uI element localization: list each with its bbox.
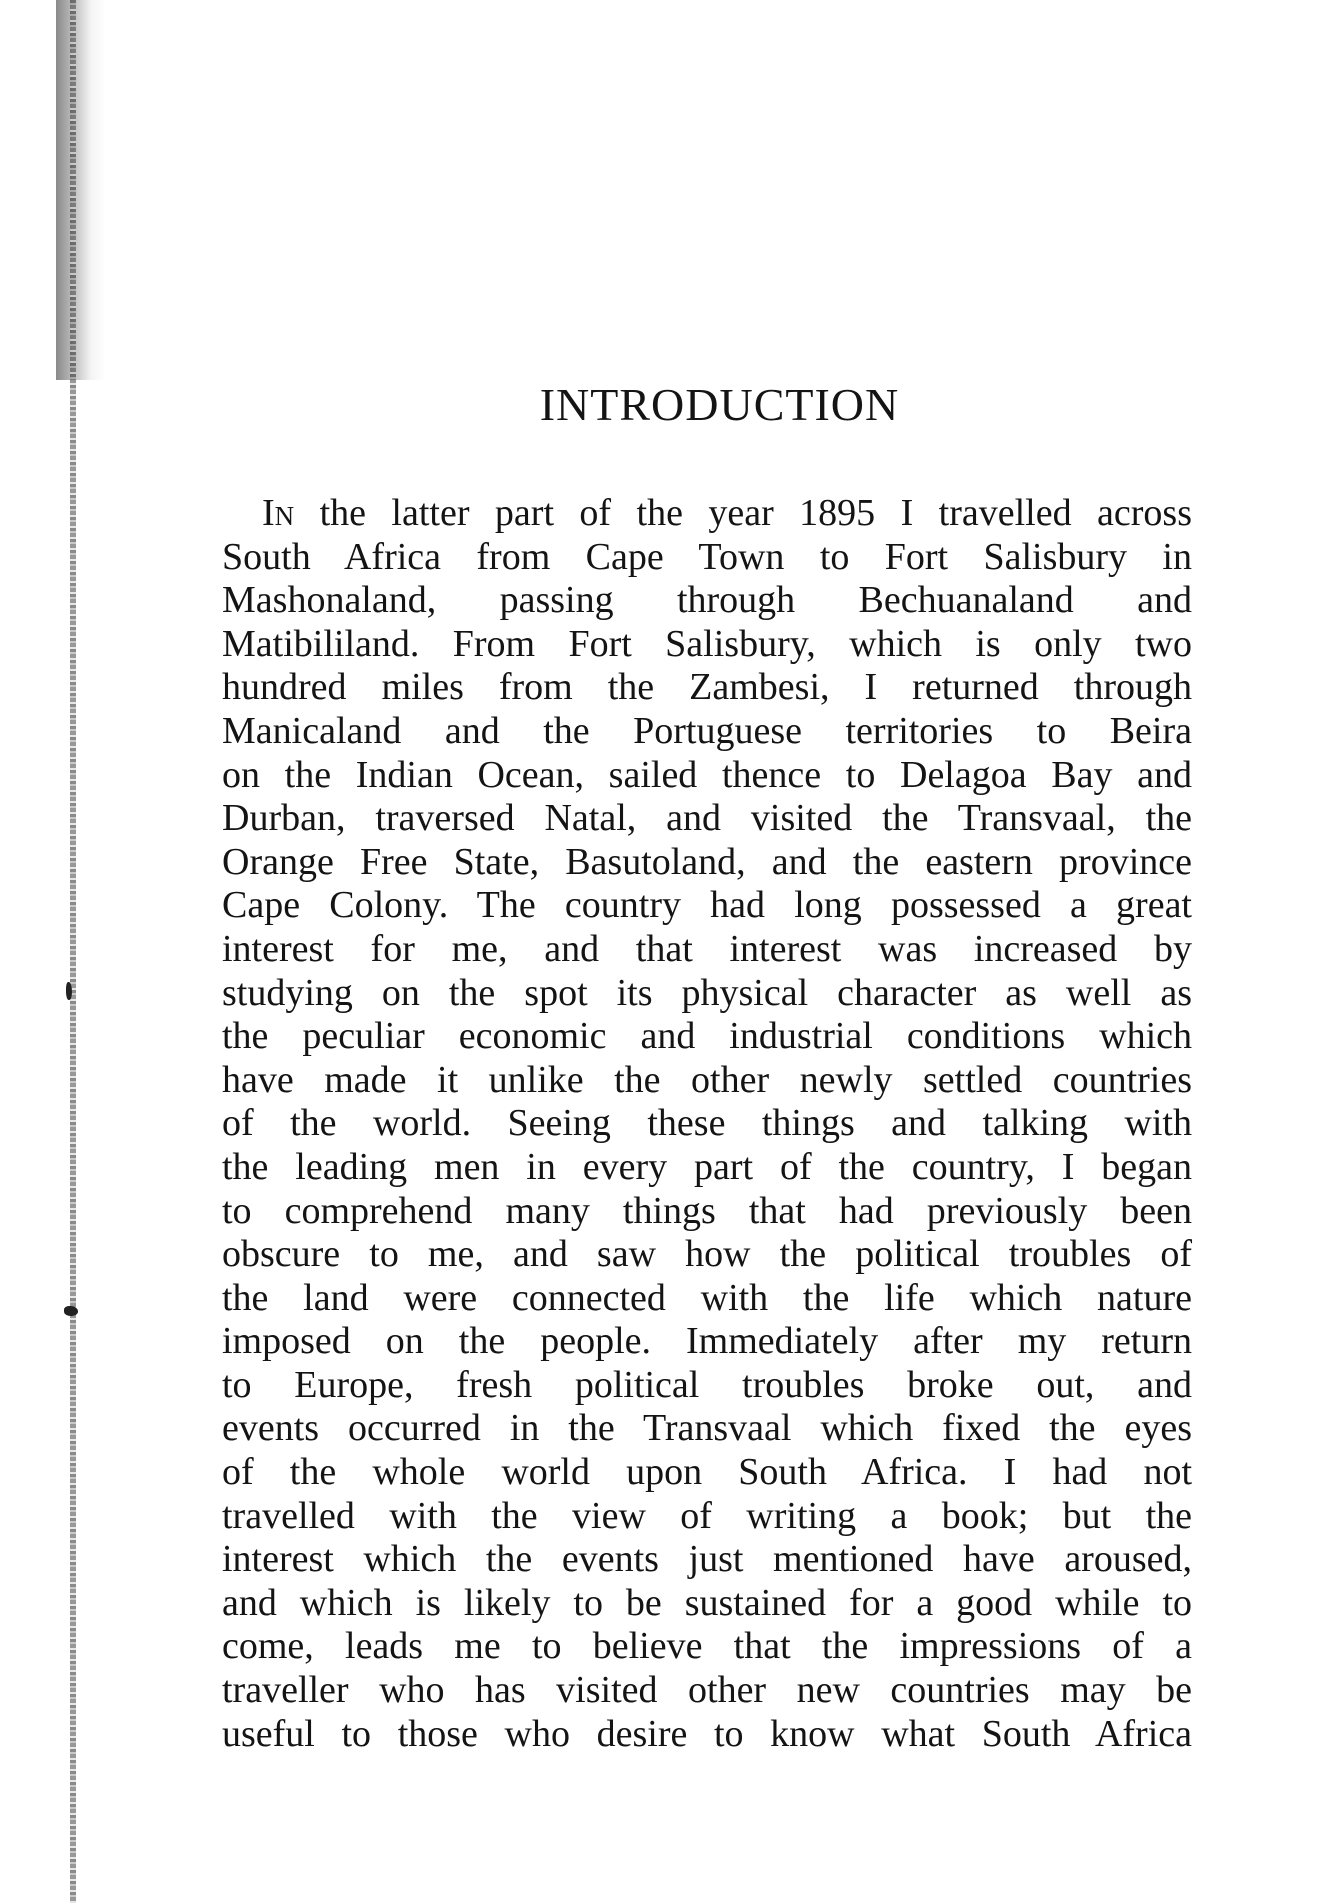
- text-line-7: on the Indian Ocean, sailed thence to Delagoa Bay and: [222, 753, 1192, 796]
- chapter-title: INTRODUCTION: [539, 379, 900, 430]
- text-line-5: hundred miles from the Zambesi, I returned through: [222, 666, 1192, 709]
- text-line-3: Mashonaland, passing through Bechuanaland and: [222, 579, 1192, 622]
- text-line-9: Orange Free State, Basutoland, and the eastern province: [222, 840, 1192, 883]
- text-line-13: the peculiar economic and industrial conditions which: [222, 1015, 1192, 1058]
- text-line-2: South Africa from Cape Town to Fort Salisbury in: [222, 535, 1192, 578]
- text-line-8: Durban, traversed Natal, and visited the Transvaal, the: [222, 797, 1192, 840]
- text-line-17: to comprehend many things that had previously been: [222, 1189, 1192, 1232]
- text-line-12: studying on the spot its physical character as well as: [222, 971, 1192, 1014]
- text-line-28: traveller who has visited other new countries may be: [222, 1669, 1192, 1712]
- text-line-29: useful to those who desire to know what South Africa: [222, 1712, 1192, 1755]
- text-line-10: Cape Colony. The country had long possessed a great: [222, 884, 1192, 927]
- text-line-16: the leading men in every part of the country, I began: [222, 1145, 1192, 1188]
- binding-strip: [70, 0, 76, 1903]
- text-line-19: the land were connected with the life which nature: [222, 1276, 1192, 1319]
- text-line-1-rest: the latter part of the year 1895 I travelled across: [294, 492, 1192, 534]
- text-line-24: travelled with the view of writing a book; but the: [222, 1494, 1192, 1537]
- text-line-6: Manicaland and the Portuguese territories to Beira: [222, 709, 1192, 752]
- text-line-4: Matibililand. From Fort Salisbury, which is only two: [222, 622, 1192, 665]
- text-line-14: have made it unlike the other newly settled countries: [222, 1058, 1192, 1101]
- binding-shadow: [56, 0, 106, 380]
- text-line-27: come, leads me to believe that the impressions of a: [222, 1625, 1192, 1668]
- text-line-26: and which is likely to be sustained for a good while to: [222, 1581, 1192, 1624]
- dropcap-word: In: [262, 492, 295, 534]
- text-line-18: obscure to me, and saw how the political troubles of: [222, 1233, 1192, 1276]
- text-line-22: events occurred in the Transvaal which fixed the eyes: [222, 1407, 1192, 1450]
- ink-speck: [66, 982, 72, 1000]
- text-line-25: interest which the events just mentioned have aroused,: [222, 1538, 1192, 1581]
- text-line-23: of the whole world upon South Africa. I had not: [222, 1451, 1192, 1494]
- text-line-1: [222, 492, 1192, 536]
- ink-speck: [64, 1306, 78, 1316]
- text-line-11: interest for me, and that interest was increased by: [222, 927, 1192, 970]
- text-line-21: to Europe, fresh political troubles broke out, and: [222, 1363, 1192, 1406]
- body-paragraph: [222, 492, 1192, 1756]
- binding-edge: [56, 0, 106, 1903]
- text-line-15: of the world. Seeing these things and talking with: [222, 1102, 1192, 1145]
- text-line-20: imposed on the people. Immediately after my return: [222, 1320, 1192, 1363]
